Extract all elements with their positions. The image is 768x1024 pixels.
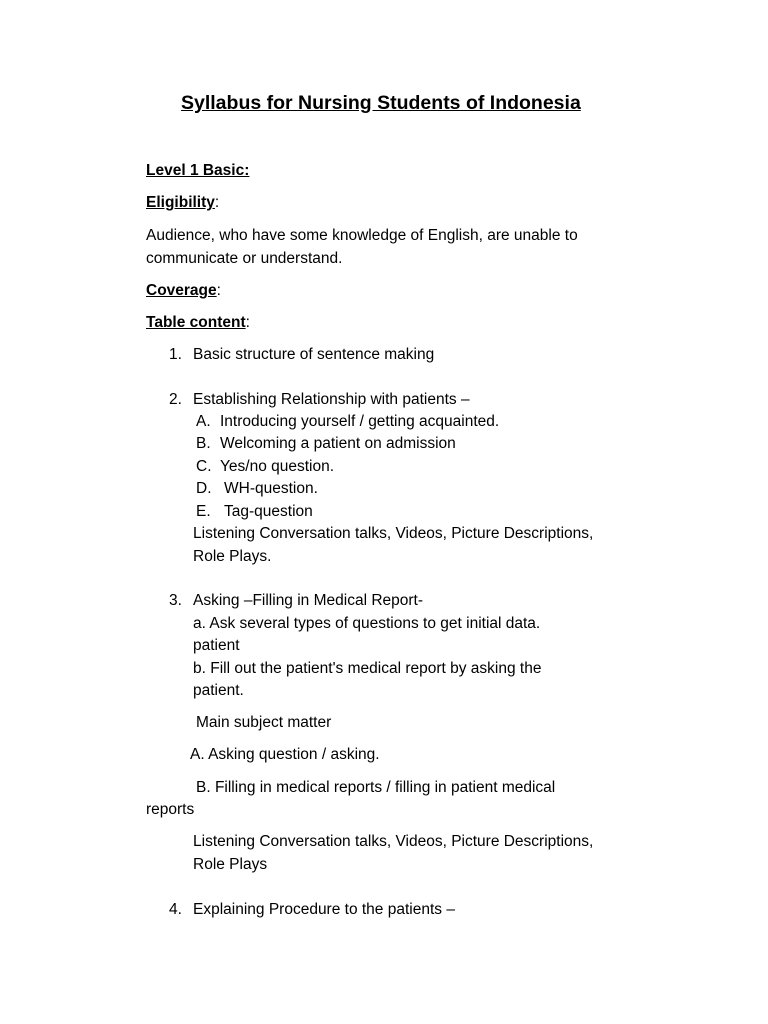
coverage-line [146, 280, 221, 302]
table-content-label: Table content [146, 314, 246, 331]
list-item-text: Explaining Procedure to the patients – [193, 901, 455, 918]
table-content-colon: : [245, 314, 250, 331]
sub-item-letter: E. [196, 503, 211, 520]
sub-item-text: Yes/no question. [220, 458, 335, 475]
sub-item-text: WH-question. [224, 480, 318, 497]
sub-item-text: patient [193, 637, 240, 654]
sub-item-text: Introducing yourself / getting acquainted. [220, 413, 500, 430]
eligibility-line [146, 192, 219, 214]
sub-item-text: Welcoming a patient on admission [220, 435, 456, 452]
level-heading: Level 1 Basic: [146, 162, 250, 179]
sub-item-text: b. Fill out the patient's medical report by asking the [193, 660, 542, 677]
eligibility-colon: : [214, 194, 220, 211]
list-item-number: 2. [169, 391, 182, 408]
activities-text: Listening Conversation talks, Videos, Picture Descriptions, [193, 525, 594, 542]
subject-item: reports [146, 801, 195, 818]
list-item-text: Establishing Relationship with patients – [193, 391, 470, 408]
main-subject-heading: Main subject matter [196, 714, 332, 731]
sub-item-text: Tag-question [224, 503, 313, 520]
sub-item-text: patient. [193, 682, 244, 699]
page-title: Syllabus for Nursing Students of Indonesia [181, 92, 581, 114]
sub-item-letter: D. [196, 480, 212, 497]
list-item-text: Asking –Filling in Medical Report- [193, 592, 424, 609]
activities-text: Role Plays [193, 856, 268, 873]
list-item-number: 1. [169, 346, 182, 363]
sub-item-letter: B. [196, 435, 211, 452]
subject-item: A. Asking question / asking. [190, 746, 380, 763]
list-item-text: Basic structure of sentence making [193, 346, 435, 363]
coverage-colon: : [216, 282, 221, 299]
activities-text: Listening Conversation talks, Videos, Picture Descriptions, [193, 833, 594, 850]
eligibility-label: Eligibility [146, 194, 215, 211]
coverage-label: Coverage [146, 282, 217, 299]
subject-item: B. Filling in medical reports / filling in patient medical [196, 779, 556, 796]
audience-text-line2: communicate or understand. [146, 250, 343, 267]
list-item-number: 3. [169, 592, 182, 609]
sub-item-text: a. Ask several types of questions to get initial data. [193, 615, 541, 632]
sub-item-letter: A. [196, 413, 211, 430]
sub-item-letter: C. [196, 458, 212, 475]
audience-text-line1: Audience, who have some knowledge of English, are unable to [146, 227, 578, 244]
activities-text: Role Plays. [193, 548, 272, 565]
list-item-number: 4. [169, 901, 182, 918]
table-content-line [146, 312, 250, 334]
